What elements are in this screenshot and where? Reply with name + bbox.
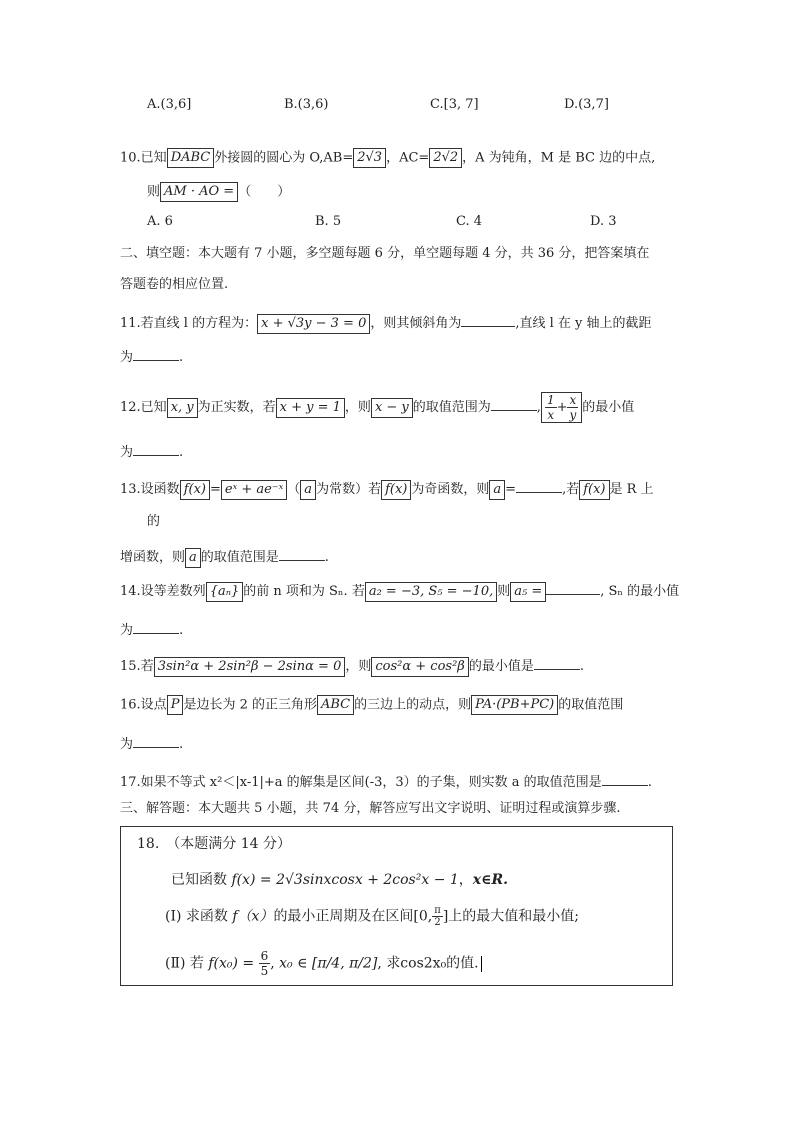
a5-box: a₅ =: [510, 582, 546, 602]
q10-option-d: D. 3: [590, 214, 617, 229]
ab-value-box: 2√3: [353, 148, 386, 168]
q18-box: [120, 826, 673, 986]
q9-option-c: C.[3, 7]: [430, 97, 479, 112]
q12-line2: 为 .: [120, 441, 183, 463]
condition-box: x + y = 1: [276, 398, 345, 418]
triangle-box: DABC: [167, 148, 215, 168]
q10-option-b: B. 5: [315, 214, 342, 229]
exp-expr-box: eˣ + ae⁻ˣ: [221, 480, 287, 500]
trig-condition-box: 3sin²α + 2sin²β − 2sinα = 0: [154, 657, 346, 677]
ac-value-box: 2√2: [429, 148, 462, 168]
answer-blank: [133, 733, 179, 748]
q11-line1: 11.若直线 l 的方程为： x + √3y − 3 = 0 ，则其倾斜角为 ,直线 l 在 y 轴上的截距: [120, 312, 652, 334]
q13-line1: 13.设函数 f(x) = eˣ + ae⁻ˣ （ a 为常数）若 f(x) 为奇函数，则 a = ,若 f(x) 是 R 上: [120, 478, 654, 500]
answer-blank: [534, 655, 580, 670]
q13-line2: 的: [147, 514, 161, 529]
fraction: $\frac{1}{x}$: [546, 393, 555, 422]
answer-blank: [546, 580, 600, 595]
q16-line2: 为 .: [120, 733, 183, 755]
q14-line2: 为 .: [120, 619, 183, 641]
answer-blank: [461, 312, 515, 327]
a-box: a: [185, 548, 201, 568]
q15-line: 15.若 3sin²α + 2sin²β − 2sinα = 0 ，则 cos²α + cos²β 的最小值是 .: [120, 655, 584, 677]
condition-box: a₂ = −3, S₅ = −10,: [365, 582, 497, 602]
fraction: $\frac{6}{5}$: [260, 949, 269, 978]
section3-heading: 三、解答题：本大题共 5 小题，共 74 分，解答应写出文字说明、证明过程或演算步骤.: [120, 801, 621, 816]
domain-expr: x∈R.: [472, 872, 509, 888]
function-expr: f(x) = 2√3sinxcosx + 2cos²x − 1: [231, 872, 459, 888]
section2-line2: 答题卷的相应位置.: [120, 277, 229, 292]
q14-line1: 14.设等差数列 {aₙ} 的前 n 项和为 Sₙ. 若 a₂ = −3, S₅ = −10, 则 a₅ = , Sₙ 的最小值: [120, 580, 679, 602]
answer-blank: [602, 771, 648, 786]
q13-line3: 增函数，则 a 的取值范围是 .: [120, 546, 329, 568]
trig-expr-box: cos²α + cos²β: [371, 657, 468, 677]
text-cursor: [481, 956, 482, 972]
answer-blank: [133, 441, 179, 456]
answer-blank: [491, 396, 537, 411]
answer-blank: [279, 546, 325, 561]
q18-part1: (Ⅰ) 求函数 f（x）的最小正周期及在区间[0, $\frac{\pi}{2}$ ]上的最大值和最小值;: [165, 905, 580, 928]
fraction: $\frac{\pi}{2}$: [434, 905, 441, 928]
fraction: $\frac{x}{y}$: [569, 393, 577, 422]
vector-expr-box: PA·(PB+PC): [471, 695, 558, 715]
answer-blank: [133, 619, 179, 634]
q10-option-c: C. 4: [456, 214, 483, 229]
interval-expr: [π/4, π/2]: [311, 955, 378, 972]
sequence-box: {aₙ}: [206, 582, 244, 602]
q11-line2: 为 .: [120, 346, 183, 368]
fx-box: f(x): [381, 480, 411, 500]
point-p-box: P: [167, 695, 184, 715]
q9-option-a: A.(3,6]: [147, 97, 192, 112]
section2-line1: 二、填空题：本大题有 7 小题，多空题每题 6 分，单空题每题 4 分，共 36 分，把答案填在: [120, 246, 650, 261]
q18-part2: (Ⅱ) 若 f(x₀) = $\frac{6}{5}$ , x₀ ∈ [π/4, π/2], 求cos2x₀的值.: [165, 949, 482, 978]
q16-line1: 16.设点 P 是边长为 2 的正三角形 ABC 的三边上的动点，则 PA·(PB+PC) 的取值范围: [120, 695, 623, 716]
answer-blank: [133, 346, 179, 361]
q18-header: 18. （本题满分 14 分）: [137, 836, 291, 852]
q9-option-b: B.(3,6): [284, 97, 329, 112]
a-box: a: [300, 480, 316, 500]
difference-box: x − y: [371, 398, 413, 418]
a-box: a: [489, 480, 505, 500]
q12-line1: 12.已知 x, y 为正实数，若 x + y = 1 ，则 x − y 的取值范围为 , $\frac{1}{x}$ + $\frac{x}{y}$ 的最小值: [120, 393, 635, 422]
triangle-abc-box: ABC: [317, 695, 354, 715]
answer-blank: [516, 478, 562, 493]
vector-expr-box: AM · AO =: [160, 182, 238, 202]
line-equation-box: x + √3y − 3 = 0: [257, 314, 370, 334]
q18-given: 已知函数 f(x) = 2√3sinxcosx + 2cos²x − 1，x∈R.: [171, 872, 509, 888]
q10-line1: 10.已知 DABC 外接圆的圆心为 O,AB= 2√3 ，AC= 2√2 ，A 为钝角，M 是 BC 边的中点,: [120, 148, 655, 169]
q9-option-d: D.(3,7]: [564, 97, 609, 112]
q17-line: 17.如果不等式 x²＜|x-1|+a 的解集是区间(-3，3）的子集，则实数 a 的取值范围是 .: [120, 771, 652, 793]
fraction-sum-box: $\frac{1}{x}$ + $\frac{x}{y}$: [541, 392, 582, 423]
fx-box: f(x): [579, 480, 609, 500]
fx-box: f(x): [180, 480, 210, 500]
q10-line2: 则 AM · AO = （ ）: [147, 182, 290, 203]
q10-option-a: A. 6: [147, 214, 173, 229]
xy-box: x, y: [167, 398, 198, 418]
